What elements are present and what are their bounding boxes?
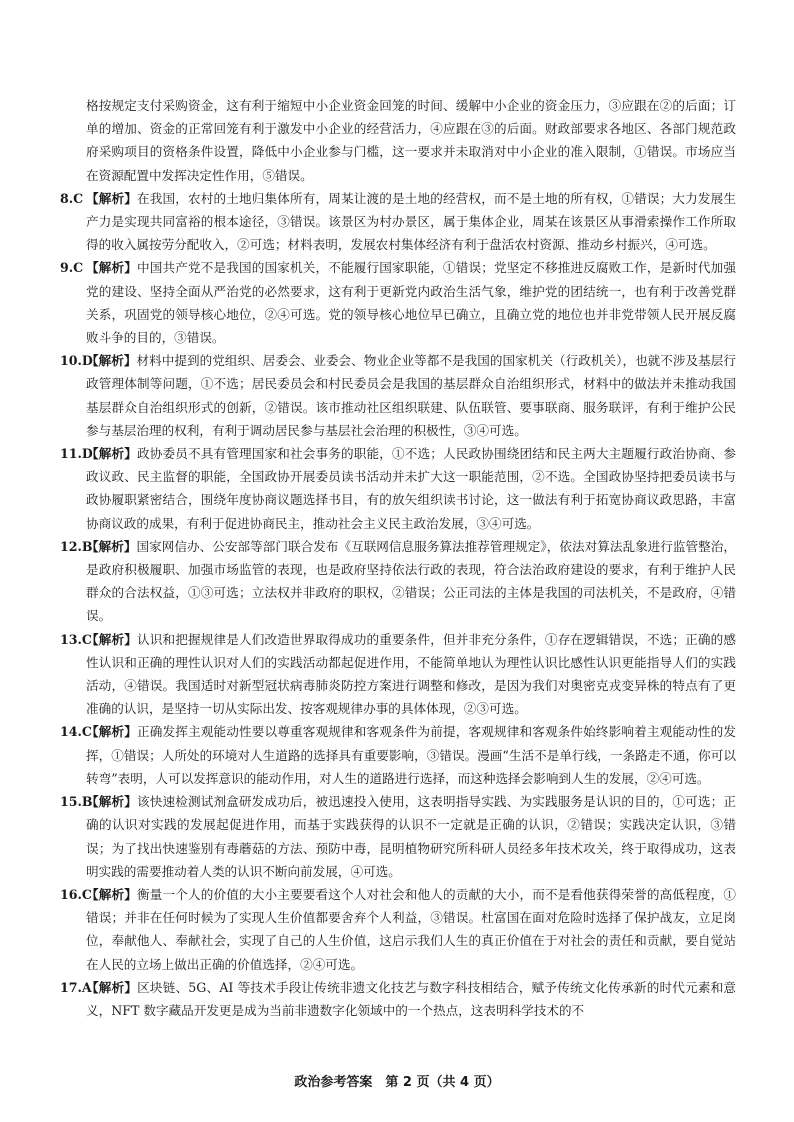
analysis-tag: 【解析】 [86, 979, 138, 995]
analysis-tag: 【解析】 [86, 446, 137, 462]
item-number: 12.B [60, 538, 93, 554]
item-text: 区块链、5G、AI 等技术手段让传统非遗文化技艺与数字科技相结合，赋予传统文化传承新的时代元素和意义，NFT 数字藏品开发更是成为当前非遗数字化领域中的一个热点，这表明科学技术的不 [86, 979, 736, 1018]
item-text: 该快速检测试剂盒研发成功后，被迅速投入使用，这表明指导实践、为实践服务是认识的目的，①可选；正确的认识对实践的发展起促进作用，而基于实践获得的认识不一定就是正确的认识，②错误；实践决定认识，③错误；为了找出快速鉴别有毒蘑菇的方法、预防中毒，昆明植物研究所科研人员经多年技术攻关，终于取得成功，这表明实践的需要推动着人类的认识不断向前发展，④可选。 [86, 794, 737, 879]
answer-item-11 [60, 442, 736, 535]
analysis-tag: 【解析】 [86, 260, 137, 276]
item-body [86, 628, 736, 721]
item-number: 17.A [60, 979, 92, 995]
item-text: 国家网信办、公安部等部门联合发布《互联网信息服务算法推荐管理规定》，依法对算法乱象进行监管整治，是政府积极履职、加强市场监管的表现，也是政府坚持依法行政的表现，符合法治政府建设的要求，有利于维护人民群众的合法权益，①③可选；立法权并非政府的职权，②错误；公正司法的主体是我国的司法机关，不是政府，④错误。 [86, 538, 737, 624]
item-number: 16.C [60, 886, 92, 902]
intro-paragraph: 格按规定支付采购资金，这有利于缩短中小企业资金回笼的时间、缓解中小企业的资金压力，③应跟在②的后面；订单的增加、资金的正常回笼有利于激发中小企业的经营活力，④应跟在③的后面。财政部要求各地区、各部门规范政府采购项目的资格条件设置，降低中小企业参与门槛，这一要求并未取消对中小企业的准入限制，①错误。市场应当在资源配置中发挥决定性作用，⑤错误。 [86, 98, 736, 183]
item-body [86, 883, 736, 976]
answer-item-14 [60, 720, 736, 790]
item-text: 材料中提到的党组织、居委会、业委会、物业企业等都不是我国的国家机关（行政机关），也就不涉及基层行政管理体制等问题，①不选；居民委员会和村民委员会是我国的基层群众自治组织形式，材料中的做法并未推动我国基层群众自治组织形式的创新，②错误。该市推动社区组织联建、队伍联管、要事联商、服务联评，有利于维护公民参与基层治理的权利，有利于调动居民参与基层社会治理的积极性，③④可选。 [86, 353, 737, 438]
answer-content [60, 94, 736, 1022]
item-text: 衡量一个人的价值的大小主要要看这个人对社会和他人的贡献的大小，而不是看他获得荣誉的高低程度，①错误；并非在任何时候为了实现人生价值都要舍弃个人利益，③错误。杜富国在面对危险时选择了保护战友，立足岗位，奉献他人、奉献社会，实现了自己的人生价值，这启示我们人生的真正价值在于对社会的责任和贡献，要自觉站在人民的立场上做出正确的价值选择，②④可选。 [86, 886, 737, 972]
analysis-tag: 【解析】 [86, 353, 137, 369]
item-body [86, 256, 736, 349]
item-body [86, 442, 736, 535]
answer-item-9 [60, 256, 736, 349]
item-body [86, 720, 736, 790]
analysis-tag: 【解析】 [86, 794, 137, 810]
item-number: 15.B [60, 794, 93, 810]
item-text: 正确发挥主观能动性要以尊重客观规律和客观条件为前提，客观规律和客观条件始终影响着主观能动性的发挥，①错误；人所处的环境对人生道路的选择具有重要影响，③错误。漫画“生活不是单行线，一条路走不通，你可以转弯”表明，人可以发挥意识的能动作用，对人生的道路进行选择，而这种选择会影响到人生的发展，②④可选。 [86, 724, 737, 786]
answer-item-16 [60, 883, 736, 976]
answer-item-15 [60, 790, 736, 883]
item-number: 11.D [60, 446, 93, 462]
item-text: 认识和把握规律是人们改造世界取得成功的重要条件，但并非充分条件，①存在逻辑错误，不选；正确的感性认识和正确的理性认识对人们的实践活动都起促进作用，不能简单地认为理性认识比感性认识更能指导人们的实践活动，④错误。我国适时对新型冠状病毒肺炎防控方案进行调整和修改，是因为我们对奥密克戎变异株的特点有了更准确的认识，是坚持一切从实际出发、按客观规律办事的具体体现，②③可选。 [86, 631, 737, 717]
item-number: 10.D [60, 353, 93, 369]
answer-item-17 [60, 976, 736, 1022]
page-footer: 政治参考答案 第 2 页（共 4 页） [294, 1075, 500, 1090]
analysis-tag: 【解析】 [86, 724, 137, 740]
item-body [86, 790, 736, 883]
answer-item-12 [60, 535, 736, 628]
analysis-tag: 【解析】 [86, 886, 137, 902]
item-number: 13.C [60, 631, 92, 647]
item-text: 中国共产党不是我国的国家机关，不能履行国家职能，①错误；党坚定不移推进反腐败工作，是新时代加强党的建设、坚持全面从严治党的必然要求，这有利于更新党内政治生活气象，维护党的团结统一，也有利于改善党群关系，巩固党的领导核心地位，②④可选。党的领导核心地位早已确立，且确立党的地位也并非党带领人民开展反腐败斗争的目的，③错误。 [86, 260, 737, 346]
analysis-tag: 【解析】 [86, 538, 137, 554]
item-text: 在我国，农村的土地归集体所有，周某让渡的是土地的经营权，而不是土地的所有权，①错误；大力发展生产力是实现共同富裕的根本途径，③错误。该景区为村办景区，属于集体企业，周某在该景区从事滑索操作工作所取得的收入属按劳分配收入，②可选；材料表明，发展农村集体经济有利于盘活农村资源、推动乡村振兴，④可选。 [86, 190, 737, 253]
item-body [86, 349, 736, 442]
item-number: 8.C [60, 190, 84, 206]
item-body [86, 976, 736, 1022]
item-number: 9.C [60, 260, 84, 276]
item-body [86, 535, 736, 628]
answer-item-10 [60, 349, 736, 442]
item-number: 14.C [60, 724, 92, 740]
item-text: 政协委员不具有管理国家和社会事务的职能，①不选；人民政协围绕团结和民主两大主题履行政治协商、参政议政、民主监督的职能，全国政协开展委员读书活动并未扩大这一职能范围，②不选。全国政协坚持把委员读书与政协履职紧密结合，围绕年度协商议题选择书目，有的放矢组织读书讨论，这一做法有利于拓宽协商议政思路，丰富协商议政的成果，有利于促进协商民主，推动社会主义民主政治发展，③④可选。 [86, 446, 737, 531]
item-body [86, 187, 736, 257]
answer-item-8 [60, 187, 736, 257]
analysis-tag: 【解析】 [86, 631, 137, 647]
analysis-tag: 【解析】 [86, 190, 137, 206]
answer-item-13 [60, 628, 736, 721]
